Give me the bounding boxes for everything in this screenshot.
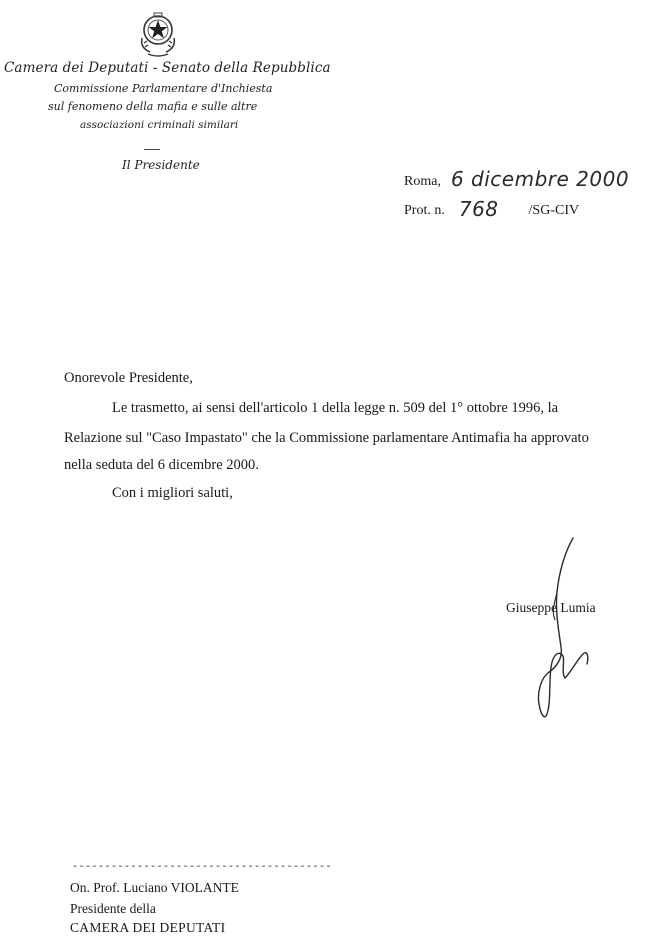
recipient-separator: ----------------------------------------: [72, 862, 333, 873]
handwritten-signature: [515, 532, 595, 722]
letterhead-commission: Commissione Parlamentare d'Inchiesta: [54, 82, 273, 95]
letterhead-subject-line2: associazioni criminali similari: [80, 119, 239, 131]
body-paragraph-line2: Relazione sul "Caso Impastato" che la Commissione parlamentare Antimafia ha approvato: [64, 430, 589, 446]
date-value: 6 dicembre 2000: [450, 167, 630, 191]
protocol-line: [404, 195, 579, 219]
letterhead-subject-line1: sul fenomeno della mafia e sulle altre: [48, 100, 258, 113]
body-paragraph-line3: nella seduta del 6 dicembre 2000.: [64, 457, 259, 473]
date-label: Roma,: [404, 174, 441, 189]
protocol-number: 768: [458, 197, 499, 221]
recipient-institution: CAMERA DEI DEPUTATI: [70, 920, 226, 935]
letterhead-divider: [144, 149, 160, 150]
italian-republic-emblem-icon: [136, 10, 180, 58]
closing-line: Con i migliori saluti,: [112, 485, 233, 501]
recipient-role: Presidente della: [70, 901, 156, 916]
date-line: [404, 166, 629, 190]
salutation: Onorevole Presidente,: [64, 370, 193, 386]
letterhead-title: Il Presidente: [122, 158, 200, 172]
signer-name: Giuseppe Lumia: [506, 600, 596, 615]
recipient-name: On. Prof. Luciano VIOLANTE: [70, 880, 239, 895]
letterhead-institution: Camera dei Deputati - Senato della Repubblica: [4, 60, 331, 76]
protocol-suffix: /SG-CIV: [528, 203, 580, 218]
body-paragraph-line1: Le trasmetto, ai sensi dell'articolo 1 della legge n. 509 del 1° ottobre 1996, la: [112, 400, 559, 416]
protocol-label: Prot. n.: [404, 203, 445, 218]
